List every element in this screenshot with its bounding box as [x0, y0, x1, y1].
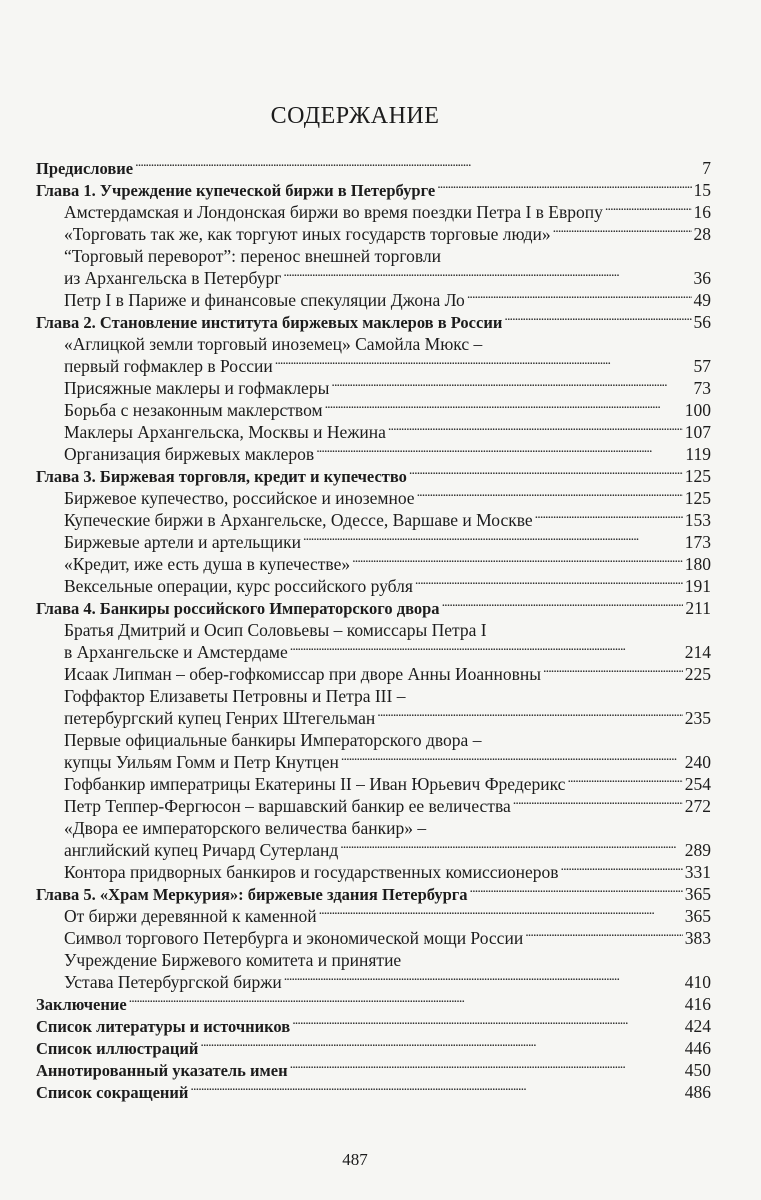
toc-section-entry	[36, 377, 711, 399]
toc-entry-page: 16	[693, 202, 711, 222]
toc-chapter-entry	[36, 1015, 711, 1037]
dot-leader	[489, 620, 709, 636]
toc-entry-page: 28	[693, 224, 711, 244]
dot-leader	[377, 708, 683, 724]
toc-entry-page: 450	[684, 1060, 711, 1080]
toc-entry-title: Учреждение Биржевого комитета и принятие	[64, 950, 402, 970]
toc-entry-page: 100	[684, 400, 711, 420]
toc-section-entry	[36, 575, 711, 597]
dot-leader	[190, 1082, 682, 1098]
toc-entry-page: 173	[684, 532, 711, 552]
toc-section-entry	[36, 487, 711, 509]
toc-entry-title: петербургский купец Генрих Штегельман	[64, 708, 376, 728]
toc-section-entry	[36, 267, 711, 289]
toc-section-entry	[36, 399, 711, 421]
dot-leader	[388, 422, 683, 438]
toc-entry-title: Глава 4. Банкиры российского Императорского двора	[36, 599, 440, 618]
toc-section-entry	[36, 223, 711, 245]
toc-entry-title: Гоффактор Елизаветы Петровны и Петра III –	[64, 686, 406, 706]
toc-section-entry	[36, 927, 711, 949]
dot-leader	[352, 554, 683, 570]
page-number: 487	[342, 1150, 368, 1169]
toc-entry-title: «Торговать так же, как торгуют иных государств торговые люди»	[64, 224, 551, 244]
dot-leader	[135, 158, 700, 174]
dot-leader	[290, 642, 683, 658]
dot-leader	[504, 312, 691, 328]
dot-leader	[275, 356, 692, 372]
toc-entry-title: в Архангельске и Амстердаме	[64, 642, 288, 662]
toc-entry-page: 57	[693, 356, 711, 376]
toc-section-entry	[36, 201, 711, 223]
toc-entry-title: Список иллюстраций	[36, 1039, 199, 1058]
toc-entry-page: 15	[693, 180, 711, 200]
dot-leader	[437, 180, 691, 196]
dot-leader	[483, 730, 709, 746]
toc-entry-title: Контора придворных банкиров и государственных комиссионеров	[64, 862, 559, 882]
toc-chapter-entry	[36, 1059, 711, 1081]
toc-entry-page: 36	[693, 268, 711, 288]
toc-entry-title: Первые официальные банкиры Императорского двора –	[64, 730, 482, 750]
toc-entry-page: 486	[684, 1082, 711, 1102]
dot-leader	[417, 488, 683, 504]
toc-entry-page: 107	[684, 422, 711, 442]
dot-leader	[290, 1060, 683, 1076]
toc-section-entry	[36, 971, 711, 993]
toc-section-entry	[36, 685, 711, 707]
toc-entry-page: 180	[684, 554, 711, 574]
dot-leader	[409, 466, 683, 482]
toc-entry-page: 153	[684, 510, 711, 530]
toc-entry-page: 125	[684, 488, 711, 508]
toc-entry-page: 125	[684, 466, 711, 486]
toc-chapter-entry	[36, 993, 711, 1015]
page-title: СОДЕРЖАНИЕ	[270, 103, 440, 129]
toc-section-entry	[36, 443, 711, 465]
toc-chapter-entry	[36, 1081, 711, 1103]
toc-entry-title: из Архангельска в Петербург	[64, 268, 282, 288]
dot-leader	[319, 906, 683, 922]
toc-entry-title: Исаак Липман – обер-гофкомиссар при дворе Анны Иоанновны	[64, 664, 541, 684]
toc-entry-title: Амстердамская и Лондонская биржи во время поездки Петра I в Европу	[64, 202, 603, 222]
toc-entry-title: Биржевые артели и артельщики	[64, 532, 301, 552]
toc-entry-title: «Двора ее императорского величества банкир» –	[64, 818, 427, 838]
dot-leader	[535, 510, 683, 526]
dot-leader	[567, 774, 682, 790]
toc-entry-page: 49	[693, 290, 711, 310]
toc-entry-page: 331	[684, 862, 711, 882]
toc-section-entry	[36, 795, 711, 817]
dot-leader	[467, 290, 692, 306]
toc-entry-title: Глава 3. Биржевая торговля, кредит и купечество	[36, 467, 407, 486]
toc-section-entry	[36, 817, 711, 839]
dot-leader	[200, 1038, 682, 1054]
toc-entry-page: 225	[684, 664, 711, 684]
dot-leader	[292, 1016, 683, 1032]
dot-leader	[553, 224, 692, 240]
dot-leader	[341, 752, 683, 768]
toc-entry-title: Петр I в Париже и финансовые спекуляции Джона Ло	[64, 290, 465, 310]
toc-chapter-entry	[36, 157, 711, 179]
toc-entry-title: Глава 1. Учреждение купеческой биржи в Петербурге	[36, 181, 436, 200]
toc-entry-title: Присяжные маклеры и гофмаклеры	[64, 378, 330, 398]
toc-entry-title: Предисловие	[36, 159, 134, 178]
toc-entry-title: От биржи деревянной к каменной	[64, 906, 317, 926]
dot-leader	[525, 928, 683, 944]
toc-entry-title: Аннотированный указатель имен	[36, 1061, 288, 1080]
toc-chapter-entry	[36, 597, 711, 619]
dot-leader	[513, 796, 683, 812]
toc-entry-page: 73	[693, 378, 711, 398]
dot-leader	[484, 334, 709, 350]
dot-leader	[303, 532, 683, 548]
dot-leader	[316, 444, 683, 460]
toc-entry-page: 416	[684, 994, 711, 1014]
toc-entry-page: 446	[684, 1038, 711, 1058]
toc-chapter-entry	[36, 311, 711, 333]
dot-leader	[443, 246, 709, 262]
dot-leader	[283, 268, 691, 284]
toc-chapter-entry	[36, 883, 711, 905]
dot-leader	[428, 818, 709, 834]
dot-leader	[407, 686, 709, 702]
dot-leader	[325, 400, 683, 416]
toc-entry-page: 7	[702, 158, 711, 178]
toc-section-entry	[36, 289, 711, 311]
toc-section-entry	[36, 839, 711, 861]
toc-entry-page: 365	[684, 884, 711, 904]
toc-entry-page: 119	[685, 444, 711, 464]
toc-entry-title: Глава 5. «Храм Меркурия»: биржевые здания Петербурга	[36, 885, 468, 904]
toc-entry-title: Вексельные операции, курс российского рубля	[64, 576, 413, 596]
dot-leader	[442, 598, 684, 614]
dot-leader	[284, 972, 683, 988]
dot-leader	[415, 576, 683, 592]
toc-section-entry	[36, 421, 711, 443]
toc-section-entry	[36, 773, 711, 795]
toc-entry-title: «Аглицкой земли торговый иноземец» Самойла Мюкс –	[64, 334, 483, 354]
toc-entry-title: Борьба с незаконным маклерством	[64, 400, 323, 420]
toc-entry-title: Организация биржевых маклеров	[64, 444, 315, 464]
toc-section-entry	[36, 531, 711, 553]
toc-entry-title: Биржевое купечество, российское и иноземное	[64, 488, 415, 508]
toc-entry-page: 410	[684, 972, 711, 992]
toc-entry-title: Список литературы и источников	[36, 1017, 291, 1036]
toc-entry-title: Петр Теппер-Фергюсон – варшавский банкир ее величества	[64, 796, 511, 816]
toc-entry-page: 365	[684, 906, 711, 926]
dot-leader	[470, 884, 683, 900]
toc-section-entry	[36, 619, 711, 641]
toc-section-entry	[36, 509, 711, 531]
toc-section-entry	[36, 663, 711, 685]
toc-entry-page: 289	[684, 840, 711, 860]
toc-entry-title: Заключение	[36, 995, 127, 1014]
toc-section-entry	[36, 751, 711, 773]
toc-entry-page: 191	[684, 576, 711, 596]
dot-leader	[543, 664, 683, 680]
toc-chapter-entry	[36, 465, 711, 487]
toc-entry-title: «Кредит, иже есть душа в купечестве»	[64, 554, 351, 574]
toc-entry-title: Символ торгового Петербурга и экономической мощи России	[64, 928, 524, 948]
toc-section-entry	[36, 641, 711, 663]
toc-entry-page: 56	[693, 312, 711, 332]
toc-section-entry	[36, 707, 711, 729]
toc-section-entry	[36, 245, 711, 267]
toc-entry-page: 240	[684, 752, 711, 772]
dot-leader	[605, 202, 692, 218]
dot-leader	[331, 378, 691, 394]
dot-leader	[340, 840, 682, 856]
toc-section-entry	[36, 333, 711, 355]
toc-entry-title: английский купец Ричард Сутерланд	[64, 840, 339, 860]
toc-entry-page: 235	[684, 708, 711, 728]
toc-chapter-entry	[36, 179, 711, 201]
toc-entry-page: 211	[685, 598, 711, 618]
toc-entry-title: Маклеры Архангельска, Москвы и Нежина	[64, 422, 386, 442]
toc-entry-title: Братья Дмитрий и Осип Соловьевы – комиссары Петра I	[64, 620, 487, 640]
toc-section-entry	[36, 553, 711, 575]
toc-chapter-entry	[36, 1037, 711, 1059]
toc-entry-title: “Торговый переворот”: перенос внешней торговли	[64, 246, 441, 266]
toc-entry-title: Купеческие биржи в Архангельске, Одессе, Варшаве и Москве	[64, 510, 533, 530]
toc-entry-title: Гофбанкир императрицы Екатерины II – Иван Юрьевич Фредерикс	[64, 774, 566, 794]
toc-entry-title: Устава Петербургской биржи	[64, 972, 282, 992]
toc-entry-page: 254	[684, 774, 711, 794]
toc-section-entry	[36, 861, 711, 883]
toc-section-entry	[36, 729, 711, 751]
toc-entry-title: купцы Уильям Гомм и Петр Кнутцен	[64, 752, 339, 772]
dot-leader	[129, 994, 683, 1010]
toc-section-entry	[36, 905, 711, 927]
toc-entry-page: 424	[684, 1016, 711, 1036]
toc-section-entry	[36, 355, 711, 377]
toc-entry-page: 383	[684, 928, 711, 948]
toc-entry-page: 214	[684, 642, 711, 662]
dot-leader	[403, 950, 709, 966]
toc-section-entry	[36, 949, 711, 971]
toc-entry-title: Список сокращений	[36, 1083, 189, 1102]
dot-leader	[561, 862, 683, 878]
table-of-contents	[36, 157, 711, 1103]
toc-entry-title: Глава 2. Становление института биржевых маклеров в России	[36, 313, 503, 332]
toc-entry-title: первый гофмаклер в России	[64, 356, 273, 376]
toc-entry-page: 272	[684, 796, 711, 816]
